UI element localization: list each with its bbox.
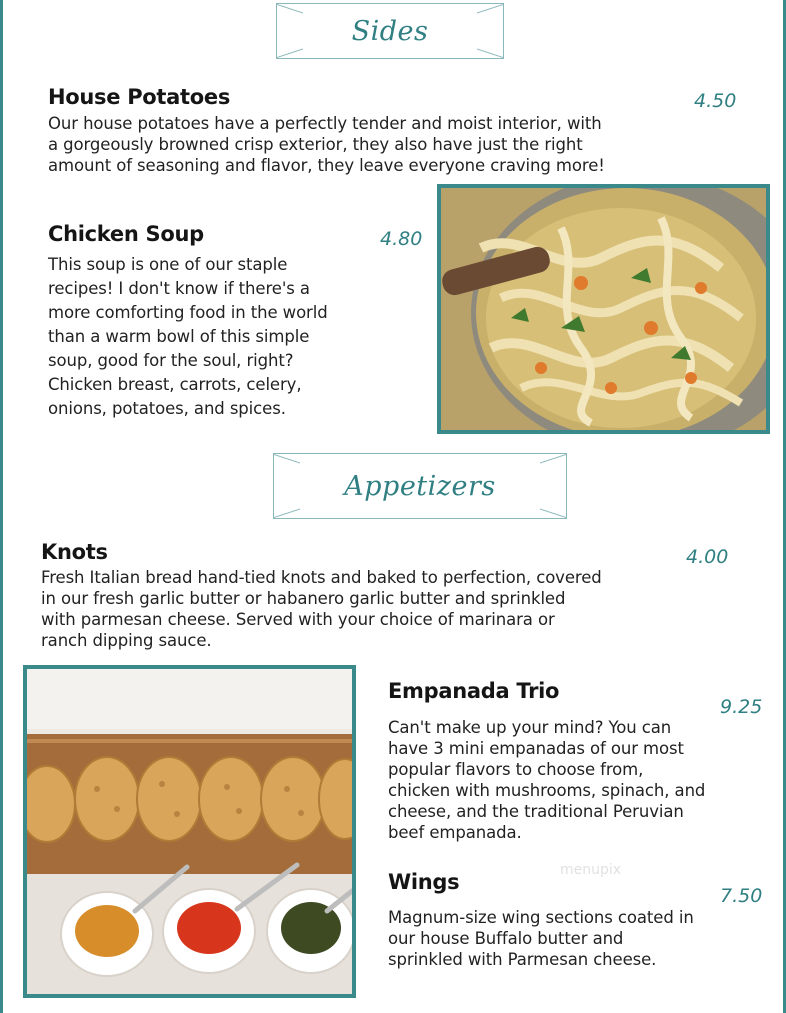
desc-line: a gorgeously browned crisp exterior, they also have just the right (48, 135, 583, 154)
item-price-chicken-soup: 4.80 (380, 228, 423, 250)
desc-line: soup, good for the soul, right? (48, 351, 294, 370)
desc-line: in our fresh garlic butter or habanero garlic butter and sprinkled (41, 589, 566, 608)
desc-line: This soup is one of our staple (48, 255, 288, 274)
desc-line: our house Buffalo butter and (388, 929, 624, 948)
chicken-soup-photo (437, 184, 770, 434)
desc-line: Can't make up your mind? You can (388, 718, 672, 737)
watermark: menupix (560, 862, 622, 878)
item-price-knots: 4.00 (686, 546, 729, 568)
desc-line: cheese, and the traditional Peruvian (388, 802, 684, 821)
page-border-left (0, 0, 3, 1013)
desc-line: popular flavors to choose from, (388, 760, 644, 779)
item-name-house-potatoes: House Potatoes (48, 85, 231, 109)
item-desc-wings (388, 907, 768, 970)
desc-line: Magnum-size wing sections coated in (388, 908, 694, 927)
item-price-wings: 7.50 (720, 885, 763, 907)
section-title-sides: Sides (351, 15, 429, 47)
item-name-chicken-soup: Chicken Soup (48, 222, 204, 246)
desc-line: than a warm bowl of this simple (48, 327, 310, 346)
desc-line: Fresh Italian bread hand-tied knots and baked to perfection, covered (41, 568, 602, 587)
desc-line: Chicken breast, carrots, celery, (48, 375, 302, 394)
item-desc-knots (41, 567, 761, 651)
desc-line: ranch dipping sauce. (41, 631, 212, 650)
desc-line: more comforting food in the world (48, 303, 328, 322)
section-banner-appetizers (273, 453, 567, 519)
item-price-empanada-trio: 9.25 (720, 696, 763, 718)
desc-line: onions, potatoes, and spices. (48, 399, 286, 418)
item-desc-chicken-soup (48, 253, 428, 421)
desc-line: have 3 mini empanadas of our most (388, 739, 684, 758)
desc-line: beef empanada. (388, 823, 522, 842)
item-name-knots: Knots (41, 540, 108, 564)
desc-line: amount of seasoning and flavor, they leave everyone craving more! (48, 156, 605, 175)
section-title-appetizers: Appetizers (344, 470, 496, 502)
section-banner-sides (276, 3, 504, 59)
item-desc-empanada-trio (388, 717, 768, 843)
item-name-wings: Wings (388, 870, 460, 894)
desc-line: chicken with mushrooms, spinach, and (388, 781, 706, 800)
desc-line: with parmesan cheese. Served with your choice of marinara or (41, 610, 555, 629)
desc-line: recipes! I don't know if there's a (48, 279, 310, 298)
item-price-house-potatoes: 4.50 (694, 90, 737, 112)
desc-line: Our house potatoes have a perfectly tender and moist interior, with (48, 114, 602, 133)
item-desc-house-potatoes (48, 113, 748, 176)
desc-line: sprinkled with Parmesan cheese. (388, 950, 657, 969)
item-name-empanada-trio: Empanada Trio (388, 679, 560, 703)
empanada-photo (23, 665, 356, 998)
